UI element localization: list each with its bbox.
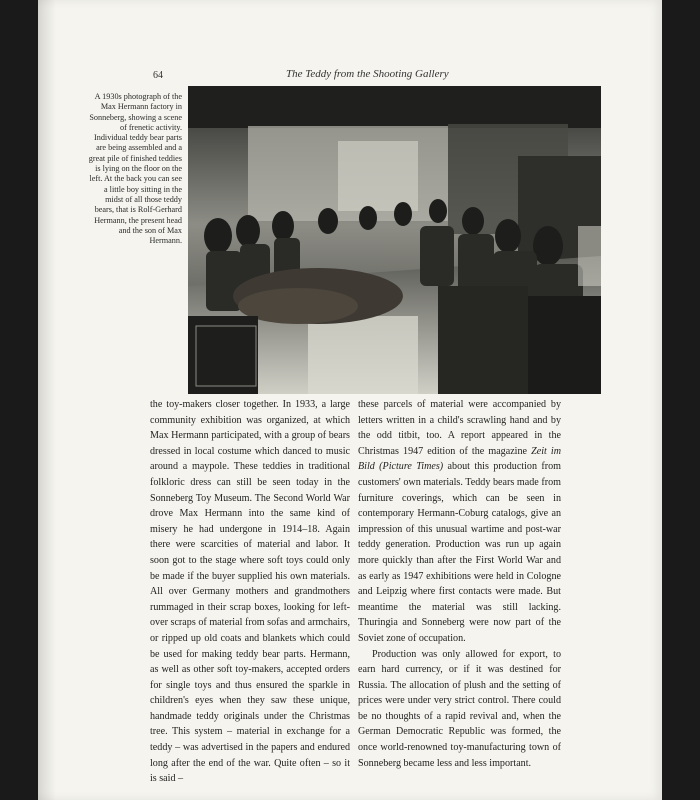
text-column-left xyxy=(150,397,350,787)
paragraph-right-1 xyxy=(358,397,561,647)
factory-photograph xyxy=(188,86,601,394)
magazine-title: Zeit im Bild (Picture Times) xyxy=(358,445,561,473)
paragraph-left: the toy-makers closer together. In 1933, a large community exhibition was organized, at which Max Hermann participated, with a group of bears dressed in local costume which danced to music around a maypole. These teddies in traditional folkloric dress can still be seen today in the Sonneberg Toy Museum. The Second World War drove Max Hermann into the same kind of misery he had undergone in 1914–18. Again there were scarcities of material and labor. It soon got to the stage where soft toys could only be made if the buyer supplied his own materials. All over Germany mothers and grandmothers rummaged in their scrap boxes, looking for left-over scraps of material from sofas and armchairs, or ripped up old coats and blankets which could be used for making teddy bear parts. Hermann, as well as other soft toy-makers, accepted orders for single toys and thus ensured the sparkle in children's eyes when they saw these unique, handmade teddy originals under the Christmas tree. This system – material in exchange for a teddy – was advertised in the papers and endured long after the end of the war. Quite often – so it is said – xyxy=(150,399,350,785)
text-column-right xyxy=(358,397,561,771)
photo-caption: A 1930s photograph of the Max Hermann factory in Sonneberg, showing a scene of frenetic activity. Individual teddy bear parts are being assembled and a great pile of finished teddies is lying on the floor on the left. At the back you can see a little boy sitting in the midst of all those teddy bears, that is Rolf-Gerhard Hermann, the present head and the son of Max Hermann. xyxy=(88,92,182,246)
factory-photo-illustration xyxy=(188,86,601,394)
book-page xyxy=(38,0,662,800)
page-gutter-shadow xyxy=(38,0,56,800)
running-title: The Teddy from the Shooting Gallery xyxy=(286,68,449,80)
paragraph-right-2: Production was only allowed for export, to earn hard currency, or if it was destined for Russia. The allocation of plush and the setting of prices were under very strict control. There could be no thoughts of a rapid revival and, when the German Democratic Republic was formed, the once world-renowned toy-manufacturing town of Sonneberg became less and less important. xyxy=(358,648,561,769)
page-number: 64 xyxy=(153,70,163,81)
paragraph-right-1-start: these parcels of material were accompanied by letters written in a child's scrawling hand and by the odd titbit, too. A report appeared in the Christmas 1947 edition of the magazine xyxy=(358,399,561,457)
paragraph-right-1-end: about this production from customers' own materials. Teddy bears made from furniture coverings, which can be seen in contemporary Hermann-Coburg catalogs, give an impression of this unusual wartime and post-war teddy generation. Production was run up again more quickly than after the First World War and as early as 1947 exhibitions were held in Cologne and Leipzig where first contacts were made. But meantime the material was still lacking. Thuringia and Sonneberg were now part of the Soviet zone of occupation. xyxy=(358,461,561,644)
